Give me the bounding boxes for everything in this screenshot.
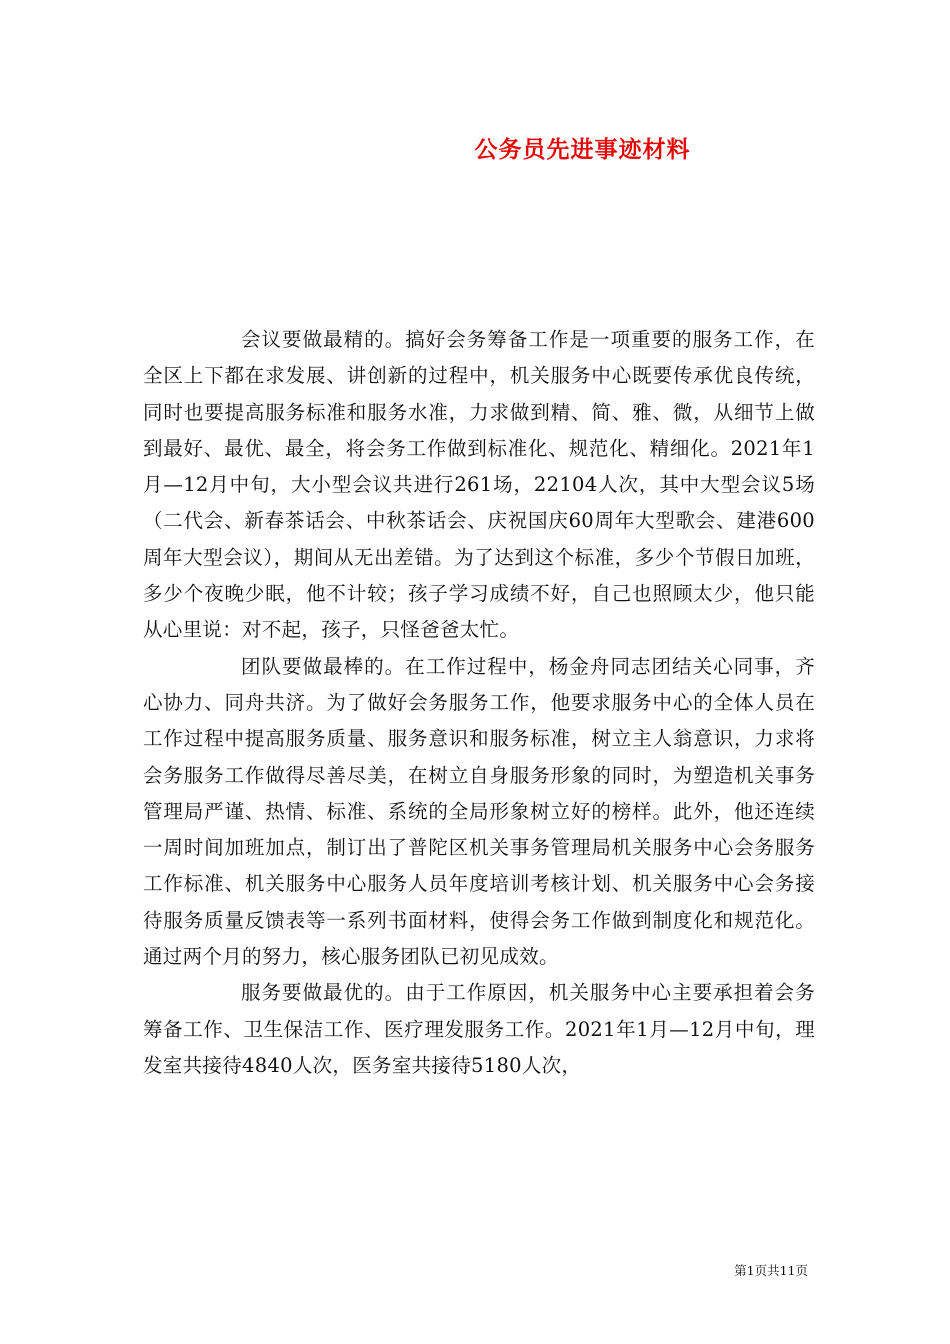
paragraph-meetings: 会议要做最精的。搞好会务筹备工作是一项重要的服务工作，在全区上下都在求发展、讲创新的过程中，机关服务中心既要传承优良传统，同时也要提高服务标准和服务水准，力求做到精、简、雅、微，从细节上做到最好、最优、最全，将会务工作做到标准化、规范化、精细化。2021年1月—12月中旬，大小型会议共进行261场，22104人次，其中大型会议5场（二代会、新春茶话会、中秋茶话会、庆祝国庆60周年大型歌会、建港600周年大型会议），期间从无出差错。为了达到这个标准，多少个节假日加班，多少个夜晚少眠，他不计较；孩子学习成绩不好，自己也照顾太少，他只能从心里说：对不起，孩子，只怪爸爸太忙。 bbox=[143, 328, 815, 642]
paragraph-team: 团队要做最棒的。在工作过程中，杨金舟同志团结关心同事，齐心协力、同舟共济。为了做好会务服务工作，他要求服务中心的全体人员在工作过程中提高服务质量、服务意识和服务标准，树立主人翁意识，力求将会务服务工作做得尽善尽美，在树立自身服务形象的同时，为塑造机关事务管理局严谨、热情、标准、系统的全局形象树立好的榜样。此外，他还连续一周时间加班加点，制订出了普陀区机关事务管理局机关服务中心会务服务工作标准、机关服务中心服务人员年度培训考核计划、机关服务中心会务接待服务质量反馈表等一系列书面材料，使得会务工作做到制度化和规范化。通过两个月的努力，核心服务团队已初见成效。 bbox=[143, 654, 815, 969]
page-number: 第1页共11页 bbox=[734, 1263, 808, 1278]
document-body bbox=[143, 322, 815, 1084]
document-title: 公务员先进事迹材料 bbox=[474, 136, 691, 163]
paragraph-service: 服务要做最优的。由于工作原因，机关服务中心主要承担着会务筹备工作、卫生保洁工作、医疗理发服务工作。2021年1月—12月中旬，理发室共接待4840人次，医务室共接待5180人次， bbox=[143, 981, 815, 1077]
